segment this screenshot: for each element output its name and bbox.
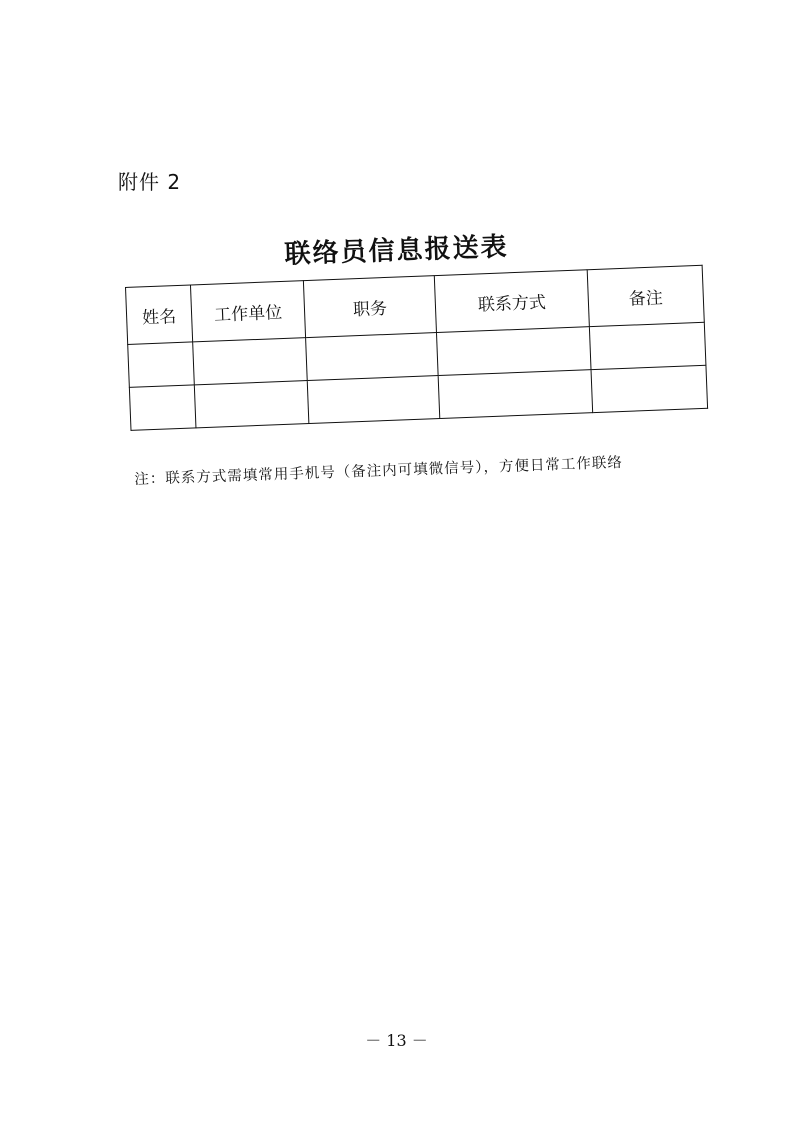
page-number: － 13 － — [365, 1031, 428, 1050]
table-cell — [194, 381, 309, 428]
table-cell — [436, 327, 591, 376]
table-cell — [307, 376, 440, 424]
table-cell — [306, 333, 439, 381]
table-cell — [591, 365, 708, 412]
document-title: 联络员信息报送表 — [284, 232, 510, 270]
table-cell — [438, 370, 593, 419]
table-cell — [193, 338, 308, 385]
header-contact: 联系方式 — [434, 270, 589, 333]
table-cell — [128, 342, 195, 387]
table-cell — [129, 385, 196, 430]
attachment-label: 附件 2 — [118, 170, 182, 194]
table-cell — [589, 322, 706, 369]
header-work-unit: 工作单位 — [190, 281, 305, 342]
header-position: 职务 — [303, 276, 436, 338]
liaison-info-table — [125, 265, 708, 431]
header-name: 姓名 — [126, 285, 193, 344]
table-note: 注：联系方式需填常用手机号（备注内可填微信号），方便日常工作联络 — [134, 454, 624, 488]
header-remarks: 备注 — [587, 265, 704, 326]
